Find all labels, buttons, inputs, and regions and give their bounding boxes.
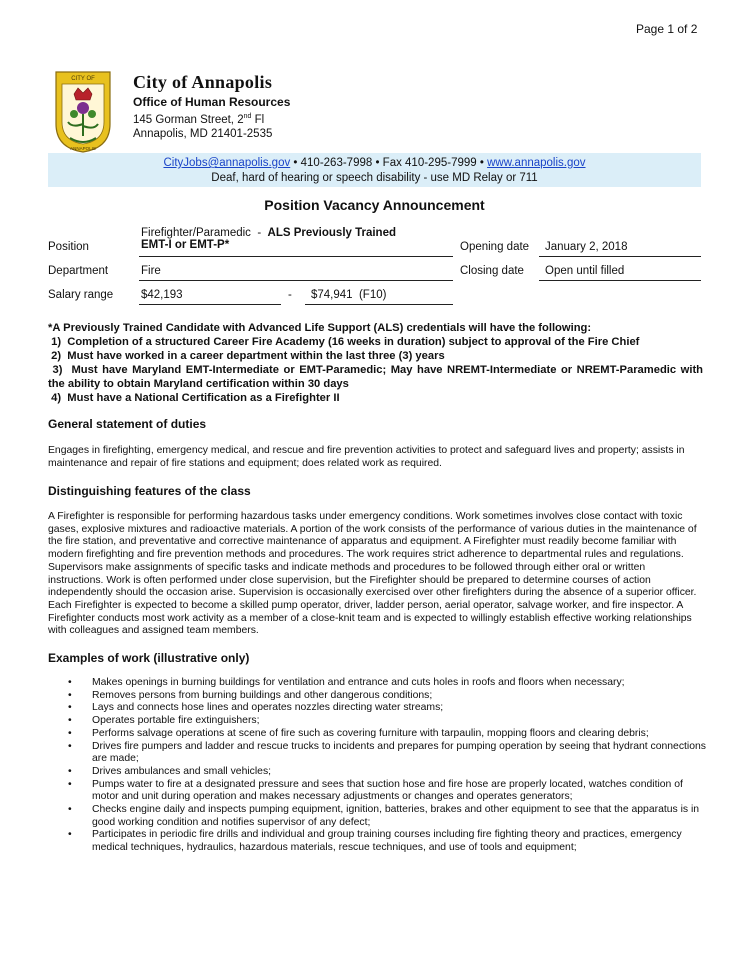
position-label: Position: [48, 241, 89, 253]
page-number: Page 1 of 2: [636, 22, 698, 36]
relay-info: Deaf, hard of hearing or speech disability - use MD Relay or 711: [211, 172, 538, 184]
contact-line: [48, 157, 701, 169]
requirement-item: 4) Must have a National Certification as a Firefighter II: [48, 392, 340, 404]
address-line-2: Annapolis, MD 21401-2535: [133, 127, 273, 140]
list-item: • Performs salvage operations at scene of fire such as covering furniture with tarpaulin, mopping floors and clearing debris;: [68, 727, 649, 739]
general-heading: General statement of duties: [48, 417, 207, 431]
department-value: Fire: [141, 265, 161, 277]
opening-date-value: January 2, 2018: [545, 241, 628, 253]
city-seal-logo: [50, 68, 116, 154]
list-item: • Checks engine daily and inspects pumping equipment, ignition, batteries, brakes and other equipment to see that the apparatus is in good working condition and notifies supervisor of any defect;: [68, 804, 700, 828]
list-item: • Lays and connects hose lines and operates nozzles directing water streams;: [68, 702, 444, 714]
email-link[interactable]: CityJobs@annapolis.gov: [163, 157, 291, 169]
city-title: City of Annapolis: [133, 72, 273, 92]
requirements-intro: *A Previously Trained Candidate with Advanced Life Support (ALS) credentials will have the following:: [48, 322, 592, 334]
position-value: Firefighter/Paramedic - ALS Previously Trained EMT-I or EMT-P*: [141, 227, 397, 251]
list-item: • Participates in periodic fire drills and individual and group training courses including fire fighting theory and practices, emergency medical techniques, hydraulics, hazardous materials, rescue techniques, and use of tools and equipment;: [68, 829, 682, 854]
position-underline: [139, 256, 453, 257]
examples-heading: Examples of work (illustrative only): [48, 651, 250, 665]
office-address: [133, 110, 272, 141]
salary-max: $74,941 (F10): [311, 289, 387, 301]
department-underline: [139, 280, 453, 281]
svg-text:CITY OF: CITY OF: [71, 76, 95, 82]
list-item: • Makes openings in burning buildings for ventilation and entrance and cuts holes in roofs and floors when necessary;: [68, 677, 625, 688]
list-item: • Pumps water to fire at a designated pressure and sees that suction hose and fire hose are properly located, watches condition of motor and unit during operation and makes necessary adjustments or changes and operates generators;: [68, 778, 683, 803]
requirement-item: 1) Completion of a structured Career Fire Academy (16 weeks in duration) subject to approval of the Fire Chief: [48, 336, 640, 348]
closing-date-underline: [539, 280, 701, 281]
salary-label: Salary range: [48, 289, 114, 301]
salary-max-underline: [305, 304, 453, 305]
closing-date-value: Open until filled: [545, 265, 625, 277]
department-label: Department: [48, 265, 109, 277]
salary-dash: -: [288, 289, 292, 301]
phone-fax: • 410-263-7998 • Fax 410-295-7999 •: [290, 157, 488, 169]
requirement-item: 2) Must have worked in a career department within the last three (3) years: [48, 350, 445, 362]
address-line-1: 145 Gorman Street, 2nd Fl: [133, 113, 265, 126]
list-item: • Removes persons from burning buildings and other dangerous conditions;: [68, 689, 433, 701]
list-item: • Drives fire pumpers and ladder and rescue trucks to incidents and prepares for pumping operation by seeing that hydrant connections are made;: [68, 740, 706, 765]
requirement-item: 3) Must have Maryland EMT-Intermediate or EMT-Paramedic; May have NREMT-Intermediate or NREMT-Paramedic with the ability to obtain Maryland certification within 30 days: [48, 364, 707, 390]
opening-date-underline: [539, 256, 701, 257]
closing-date-label: Closing date: [460, 265, 524, 277]
document-title: Position Vacancy Announcement: [264, 197, 485, 213]
opening-date-label: Opening date: [460, 241, 530, 253]
list-item: • Operates portable fire extinguishers;: [68, 715, 260, 727]
list-item: • Drives ambulances and small vehicles;: [68, 765, 272, 777]
salary-min-underline: [139, 304, 281, 305]
salary-min: $42,193: [141, 289, 183, 301]
distinguishing-heading: Distinguishing features of the class: [48, 484, 251, 498]
requirements-block: [48, 321, 707, 405]
distinguishing-text: A Firefighter is responsible for performing hazardous tasks under emergency conditions. Work sometimes involves close contact with toxic gases, explosive mixtures and radioactive materials. A portion of the work consists of the performance of various duties in the maintenance of the fire station, and preventative and corrective maintenance of apparatus and equipment. A Firefighter must readily become familiar with modern firefighting and fire prevention methods and procedures. The work requires strict adherence to departmental rules and regulations. Supervisors make assignments of specific tasks and indicate methods and procedures to be followed through either oral or written instructions. Work is often performed under close supervision, but the Firefighter should be prepared to determine courses of action independently should the occasion arise. Supervision is occasionally exercised over other firefighters during the absence of a superior officer. Each Firefighter is expected to become a skilled pump operator, driver, ladder person, aerial operator, salvage worker, and fire inspector. A Firefighter conducts most work activity as a member of a close-knit team and is expected to willingly establish effective working relationships with colleagues and assigned team members.: [48, 511, 697, 637]
examples-list: [48, 677, 708, 855]
svg-text:ANNAPOLIS: ANNAPOLIS: [70, 146, 96, 151]
website-link[interactable]: www.annapolis.gov: [487, 157, 586, 169]
general-text: Engages in firefighting, emergency medical, and rescue and fire prevention activities to protect and safeguard lives and property; assists in maintenance and repair of fire stations and equipment; does related work as required.: [48, 445, 685, 469]
office-name: Office of Human Resources: [133, 95, 291, 109]
